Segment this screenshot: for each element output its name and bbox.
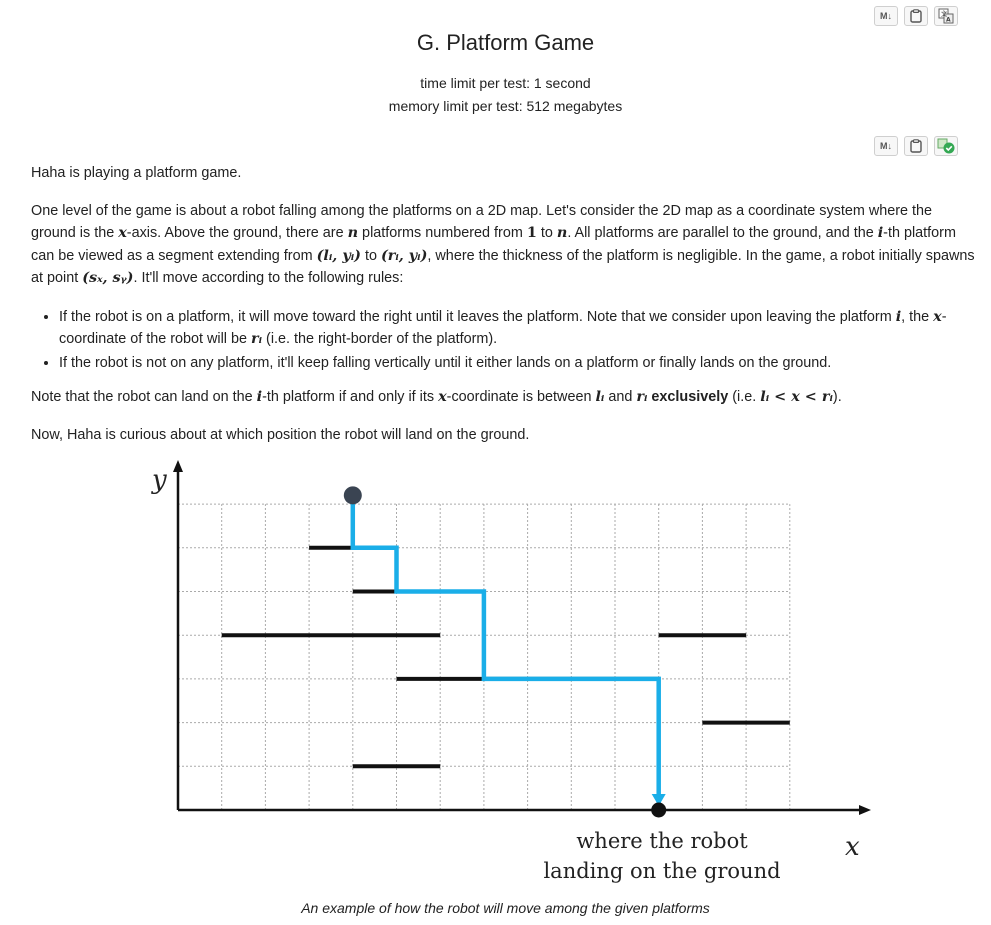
figure-caption: An example of how the robot will move among the given platforms <box>301 900 710 916</box>
problem-header <box>0 28 991 118</box>
markdown-label: M↓ <box>880 11 892 21</box>
markdown-button[interactable] <box>874 6 898 26</box>
x-axis-label: x <box>845 832 860 862</box>
rule-item: • If the robot is not on any platform, it'll keep falling vertically until it either lands on a platform or finally lands on the ground. <box>59 353 979 375</box>
statement-paragraph-1: Haha is playing a platform game. <box>31 165 242 181</box>
statement-toolbar-2 <box>874 136 958 156</box>
robot-path <box>353 495 659 810</box>
example-figure <box>140 460 880 895</box>
memory-limit: memory limit per test: 512 megabytes <box>388 98 623 114</box>
statement-paragraph-2: One level of the game is about a robot falling among the platforms on a 2D map. Let's consider the 2D map as a coordinate system where the ground is the x-axis. Above the ground, there are n platforms numbered from 1 to n. All platforms are parallel to the ground, and the i-th platform can be viewed as a segment extending from (lᵢ, yᵢ) to (rᵢ, yᵢ), where the thickness of the platform is negligible. In the game, a robot initially spawns at point (sₓ, sᵧ). It'll move according to the following rules: <box>31 202 975 286</box>
problem-title: G. Platform Game <box>416 30 595 55</box>
time-limit: time limit per test: 1 second <box>420 75 591 91</box>
markdown-label: M↓ <box>880 141 892 151</box>
y-axis-label: y <box>152 465 167 495</box>
copy-button-2[interactable] <box>904 136 928 156</box>
clipboard-icon <box>910 9 922 23</box>
statement-paragraph-3: Note that the robot can land on the i-th platform if and only if its x-coordinate is between lᵢ and rᵢ exclusively (i.e. lᵢ < x < rᵢ). <box>31 388 842 405</box>
platform-diagram <box>140 460 880 890</box>
x-axis-arrow <box>859 805 871 815</box>
translate-button[interactable] <box>934 6 958 26</box>
svg-text:文: 文 <box>941 11 948 18</box>
spawn-point <box>344 486 362 504</box>
landing-annotation-line-1: where the robot <box>576 829 748 853</box>
translate-icon <box>938 8 954 24</box>
svg-text:A: A <box>946 16 951 24</box>
rules-list <box>31 306 979 375</box>
clipboard-icon <box>910 139 922 153</box>
check-icon <box>937 138 955 154</box>
statement-toolbar <box>874 6 958 26</box>
statement-paragraph-4: Now, Haha is curious about at which position the robot will land on the ground. <box>31 426 530 443</box>
y-axis-arrow <box>173 460 183 472</box>
problem-statement <box>31 163 979 462</box>
rule-item: • If the robot is on a platform, it will move toward the right until it leaves the platform. Note that we consider upon leaving the platform i, the x-coordinate of the robot will be rᵢ (i.e. the right-border of the platform). <box>59 306 979 351</box>
landing-annotation-line-2: landing on the ground <box>543 859 781 883</box>
copy-button[interactable] <box>904 6 928 26</box>
translated-button[interactable] <box>934 136 958 156</box>
markdown-button-2[interactable] <box>874 136 898 156</box>
